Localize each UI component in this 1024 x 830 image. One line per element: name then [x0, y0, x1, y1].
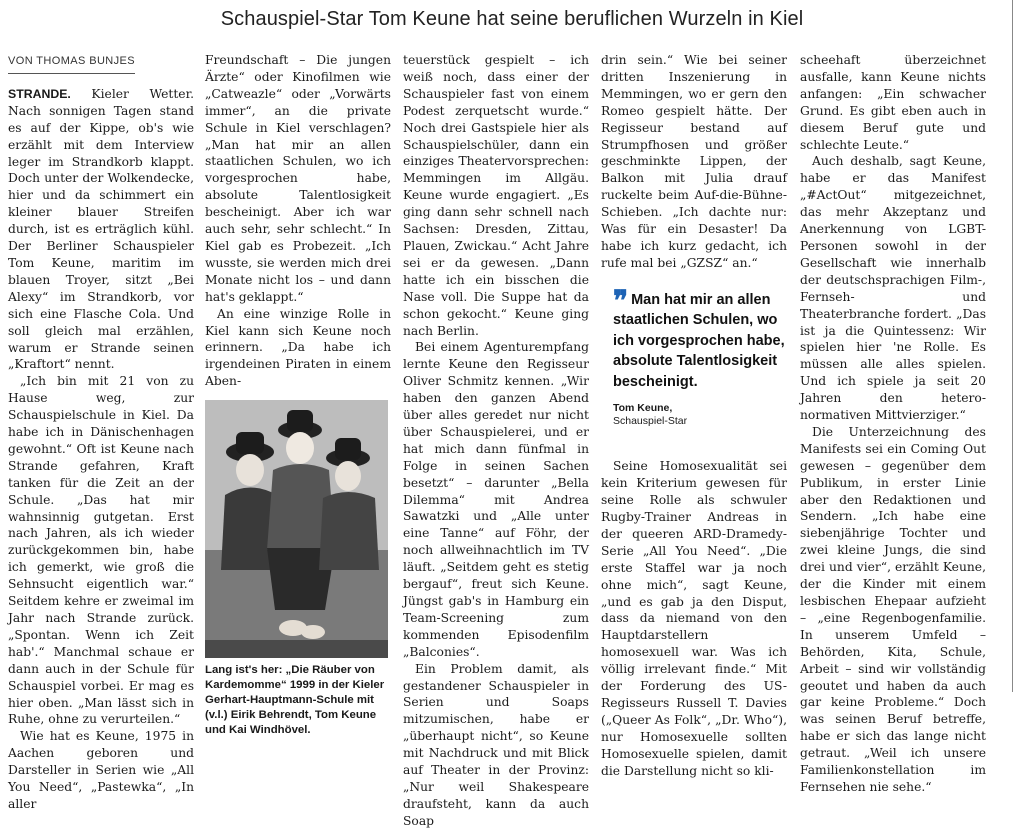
dateline: STRANDE. [8, 86, 71, 101]
quote-body: Man hat mir an allen staatlichen Schulen, wo ich vorgesprochen habe, absolute Talentlosigkeit bescheinigt. [613, 291, 785, 390]
paragraph-text: Kieler Wetter. Nach sonnigen Tagen stand es auf der Kippe, ob's wie erzählt mit dem Interview leger im Strandkorb klappt. Doch unter der Wolkendecke, hier und da schimmert ein kleiner blauer Streifen durch, ist es erträglich kühl. Der Berliner Schauspieler Tom Keune, maritim im blauen Troyer, sitzt „Bei Alexy“ im Strandkorb, vor sich eine Flasche Cola. Und soll gleich mal erzählen, warum er Strande seinen „Kraftort“ nennt. [8, 86, 194, 372]
quote-author: Tom Keune, [613, 402, 673, 415]
paragraph: „Ich bin mit 21 von zu Hause weg, zur Schauspielschule in Kiel. Da habe ich in Dänischenhagen gewohnt.“ Oft ist Keune nach Strande gefahren, Kraft tanken für die Zeit an der Schule. „Das hat mir wahnsinnig gutgetan. Erst nach Jahren, als ich wieder zurückgekommen bin, habe ich gemerkt, wie groß die Sehnsucht eigentlich war.“ Seitdem kehre er zweimal im Jahr nach Strande zurück. „Spontan. Wenn ich Zeit hab'.“ Manchmal schaue er dann auch in der Schule für Schauspiel vorbei. Er mag es hier oben. „Man lässt sich in Ruhe, ohne zu verurteilen.“ [8, 374, 194, 727]
article-column-5 [800, 52, 986, 796]
article-column-1 [8, 52, 194, 813]
paragraph: teuerstück gespielt – ich weiß noch, dass einer der Schauspieler fast von einem Podest zerquetscht wurde.“ Noch drei Gastspiele hier als Schauspielschüler, dann ein einziges Theatervorsprechen: Memmingen im Allgäu. Keune wurde engagiert. „Es ging dann sehr schnell nach Sachsen: Dresden, Zittau, Plauen, Zwickau.“ Acht Jahre sei er da gewesen. „Dann hatte ich ein bisschen die Nase voll. Die Suppe hat da schon gekocht.“ Keune ging nach Berlin. [403, 53, 589, 338]
quote-mark-icon: ❞ [613, 283, 629, 317]
paragraph: An eine winzige Rolle in Kiel kann sich Keune noch erinnern. „Da habe ich irgendeinen Piraten in einem Aben- [205, 306, 391, 389]
page-edge [1012, 0, 1013, 692]
article-column-2 [205, 52, 391, 738]
paragraph: Seine Homosexualität sei kein Kriterium gewesen für seine Rolle als schwuler Rugby-Trainer Andreas in der queeren ARD-Dramedy-Serie „All You Need“. „Die erste Staffel war ja noch ohne mich“, sagt Keune, „und es gab ja den Disput, dass da niemand von den Hauptdarstellern homosexuell war. Was ich völlig irrelevant finde.“ Mit der Forderung des US-Regisseurs Russell T. Davies („Queer As Folk“, „Dr. Who“), nur Homosexuelle sollten Homosexuelle spielen, damit die Darstellung nicht so kli- [601, 459, 787, 778]
article-headline: Schauspiel-Star Tom Keune hat seine beruflichen Wurzeln in Kiel [220, 8, 804, 30]
stage-photo-illustration [205, 400, 388, 658]
paragraph: Die Unterzeichnung des Manifests sei ein Coming Out gewesen – gegenüber dem Publikum, in erster Linie aber den Redaktionen und Sendern. „Ich habe eine siebenjährige Tochter und zwei kleine Jungs, die sind drei und vier“, erzählt Keune, der die Kinder mit einem lesbischen Ehepaar aufzieht – „eine Regenbogenfamilie. In unserem Umfeld – Behörden, Kita, Schule, Arbeit – sind wir vollständig geoutet und haben da auch gar keine Probleme.“ Doch was seinen Beruf betreffe, habe er sich das lange nicht getraut. „Weil ich unsere Familienkonstellation im Fernsehen nie sehe.“ [800, 424, 986, 794]
paragraph: drin sein.“ Wie bei seiner dritten Inszenierung in Memmingen, wo er gern den Romeo gespielt hätte. Der Regisseur bestand auf Strumpfhosen und größer geschminkte Lippen, der Balkon mit Julia drauf ruckelte beim Auf-die-Bühne-Schieben. „Ich dachte nur: Was für ein Desaster! Da habe ich kurz gedacht, ich rufe mal bei „GZSZ“ an.“ [601, 53, 787, 270]
byline: VON THOMAS BUNJES [8, 53, 135, 74]
paragraph: Freundschaft – Die jungen Ärzte“ oder Kinofilmen wie „Catweazle“ oder „Vorwärts immer“, an die private Schule in Kiel verschlagen? „Man hat mir an allen staatlichen Schulen, wo ich vorgesprochen habe, absolute Talentlosigkeit bescheinigt. Aber ich war auch sehr, sehr schlecht.“ In Kiel gab es Probezeit. „Ich wusste, sie werden mich drei Monate nicht los – und dann hat's geklappt.“ [205, 53, 391, 304]
pull-quote-text [613, 283, 787, 393]
paragraph [8, 86, 194, 373]
article-column-3 [403, 52, 589, 830]
paragraph: Bei einem Agenturempfang lernte Keune den Regisseur Oliver Schmitz kennen. „Wir haben den ganzen Abend über alles geredet nur nicht über Schauspielerei, und er hat mich dann fünfmal in Folge in seinen Sachen besetzt“ – darunter „Bella Dilemma“ mit Andrea Sawatzki und „Alle unter eine Tanne“ auf Föhr, der noch allweihnachtlich im TV läuft. „Seitdem geht es stetig bergauf“, freut sich Keune. Jüngst gab's in Hamburg ein Team-Screening zum kommenden Episodenfilm „Balconies“. [403, 340, 589, 659]
article-photo [205, 400, 388, 658]
paragraph: Wie hat es Keune, 1975 in Aachen geboren und Darsteller in Serien wie „All You Need“, „Pastewka“, „In aller [8, 729, 194, 811]
paragraph: Ein Problem damit, als gestandener Schauspieler in Serien und Soaps mitzumischen, habe er „überhaupt nicht“, so Keune mit Nachdruck und mit Blick auf Theater in der Provinz: „Nur weil Shakespeare draufsteht, kann da auch Soap [403, 661, 589, 828]
article-column-4 [601, 52, 787, 780]
photo-caption: Lang ist's her: „Die Räuber von Kardemomme“ 1999 in der Kieler Gerhart-Hauptmann-Schule mit (v.l.) Eirik Behrendt, Tom Keune und Kai Windhövel. [205, 664, 385, 737]
quote-role: Schauspiel-Star [613, 415, 688, 428]
paragraph: scheehaft überzeichnet ausfalle, kann Keune nichts anfangen: „Ein schwacher Grund. Es gibt eben auch in diesem Beruf gute und schlechte Leute.“ [800, 53, 986, 152]
pull-quote [613, 283, 787, 429]
paragraph: Auch deshalb, sagt Keune, habe er das Manifest „#ActOut“ mitgezeichnet, das mehr Akzeptanz und Anerkennung von LGBT-Personen sowohl in der Gesellschaft wie innerhalb der deutschsprachigen Film-, Fernseh- und Theaterbranche fordert. „Das ist ja die Quintessenz: Wir spielen hier 'ne Rolle. Es müssen alle alles spielen. Und ich spiele ja seit 20 Jahren den hetero-normativen Mittvierziger.“ [800, 154, 986, 423]
